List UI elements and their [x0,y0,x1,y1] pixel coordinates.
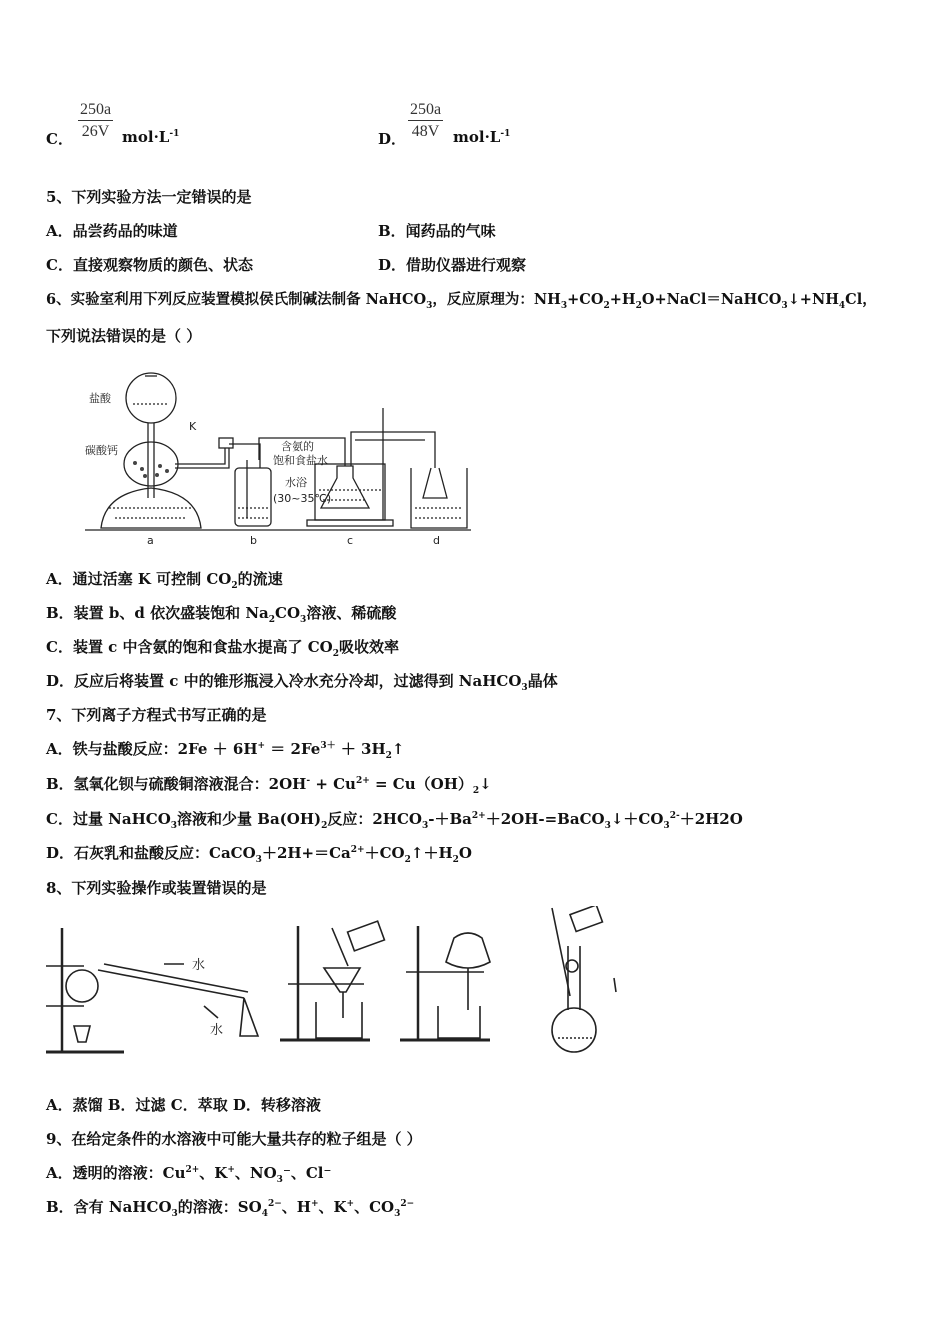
label-temp: (30~35℃) [273,492,332,505]
q5-option-a: A．品尝药品的味道 [46,222,178,240]
q6-option-c: C．装置 c 中含氨的饱和食盐水提高了 $CO_2$吸收效率 [46,638,400,659]
q4-c-fraction: $\frac{250a}{26V}$ [80,101,112,140]
q6-option-b: B．装置 b、d 依次盛装饱和 $Na_2CO_3$溶液、稀硫酸 [46,604,397,625]
label-c: c [347,534,354,547]
separatory-funnel-bulb [126,373,176,423]
label-caco3: 碳酸钙 [85,444,118,457]
q8-options: A．蒸馏 B．过滤 C．萃取 D．转移溶液 [46,1096,321,1114]
q6-option-a: A．通过活塞 K 可控制 $CO_2$的流速 [46,570,283,591]
q9-option-b: B．含有 NaHCO$_3$的溶液：$SO_4^{2-}$、H+、K+、$CO_3^{2-}$ [46,1198,415,1219]
q8-water-out-label: 水 [210,1023,224,1038]
q8-stem: 8、下列实验操作或装置错误的是 [46,879,267,897]
q4-d-unit: $mol\cdot L^{-1}$ [453,128,511,146]
label-a: a [147,534,154,547]
q4-c-unit: $mol\cdot L^{-1}$ [122,128,180,146]
q5-option-b: B．闻药品的气味 [378,222,496,240]
q5-option-c: C．直接观察物质的颜色、状态 [46,256,253,274]
q6-stem-line2: 下列说法错误的是（ ） [46,327,202,345]
label-hcl: 盐酸 [89,392,111,405]
q7-stem: 7、下列离子方程式书写正确的是 [46,706,267,724]
label-bath: 水浴 [285,476,307,489]
q9-option-a: A．透明的溶液：$Cu^{2+}$、K+、$NO_3^-$、Cl⁻ [46,1164,332,1185]
label-d: d [433,534,440,547]
label-b: b [250,534,257,547]
q4-option-d: D． [378,130,407,148]
q9-stem: 9、在给定条件的水溶液中可能大量共存的粒子组是（ ） [46,1130,422,1148]
q7-option-d: D．石灰乳和盐酸反应：$CaCO_3+2H+=Ca^{2+}+CO_2↑+H_2O$ [46,844,472,865]
q6-apparatus-figure [85,368,475,548]
q7-option-c: C．过量 NaHCO$_3$溶液和少量 $Ba(OH)_2$反应：$2HCO_3-+Ba^{2+}+2OH-=BaCO_3↓+CO_3^{2-}+2H2O$ [46,810,743,831]
q7-option-b: B．氢氧化钡与硫酸铜溶液混合：$2OH^- + Cu^{2+}$ = $Cu(OH)_2↓$ [46,775,492,796]
label-nh3-2: 饱和食盐水 [273,454,328,467]
q7-option-a: A．铁与盐酸反应：$2Fe + 6H^+ = 2Fe^{3+}$ ＋ $3H_2↑$ [46,740,405,761]
label-k: K [189,420,197,433]
q6-stem: 6、实验室利用下列反应装置模拟侯氏制碱法制备 NaHCO$_3$，反应原理为：$NH_3+CO_2+H_2O+NaCl=NaHCO_3↓+NH_4Cl$， [46,291,877,311]
q4-option-c: C． [46,130,73,148]
q8-apparatus-figure [44,906,624,1058]
q5-option-d: D．借助仪器进行观察 [378,256,527,274]
q6-option-d: D．反应后将装置 c 中的锥形瓶浸入冷水充分冷却，过滤得到 NaHCO$_3$晶体 [46,672,558,693]
q5-stem: 5、下列实验方法一定错误的是 [46,188,252,206]
label-nh3-1: 含氨的 [281,440,314,453]
q4-d-fraction: $\frac{250a}{48V}$ [410,101,442,140]
q8-water-in-label: 水 [192,958,206,973]
